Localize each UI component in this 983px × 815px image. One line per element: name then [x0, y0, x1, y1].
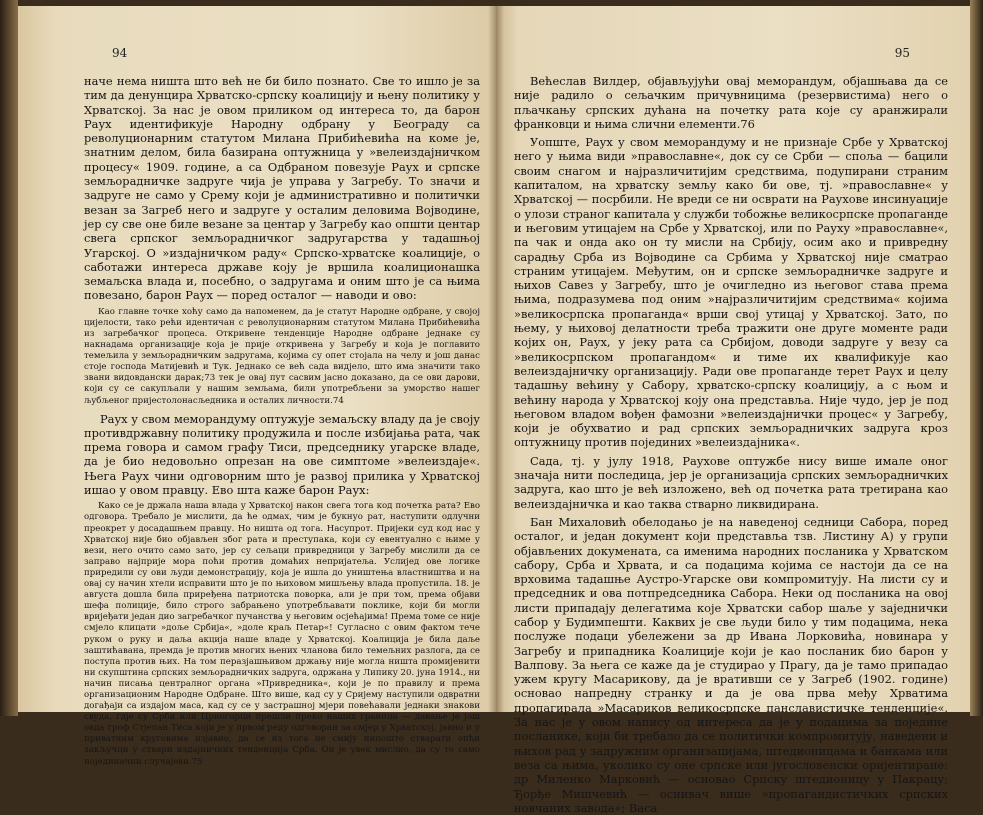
paragraph: Већеслав Вилдер, објављујући овај меморандум, објашњава да се није радило о сељачким причувницима (резервистима) него о пљачкању српских дућана на почетку рата које су аранжирали франковци и њима слични елементи.76 — [514, 74, 948, 131]
page-number-left: 94 — [112, 46, 128, 60]
book-gutter — [488, 0, 504, 716]
paragraph: Бан Михаловић обелодањо је на наведеној седници Сабора, поред осталог, и један документ који представља тзв. Листину А) у групи објављених докумената, са именима народних посланика у Хрватском сабору, Срба и Хрвата, и са подацима којима се настоји да се на врховима тадашње Аустро-Угарске ови компромитују. На листи су и председник и ова потпредседника Сабора. Неки од посланика на овој листи припадају делегатима које Хрватски сабор шаље у заједнички сабор у Будимпешти. Каквих је све људи било у тим подацима, нека послуже подаци убележени за др Ивана Лорковића, новинара у Загребу и припадника Коалиције који је као посланик био барон у Валпову. За њега се каже да је студирао у Прагу, да је тамо припадао ужем кругу Масарикову, да је вративши се у Загреб (1902. године) основао напредну странку и да је ова прва међу Хрватима пропагирала »Масариков великосрпске панславистичке тенденције«. За нас је у овом напису од интереса да је у подацима за поједине посланике, који би требало да се политички компромитују, наведени и њихов рад у задружним организацијама, штедионицама и банкама или веза са њима, уколико су оне српске или југословенски оријентиране: др Миленко Марковић — основао Српску штедионицу у Пакрацу; Ђорђе Мишчевић — оснивач више »пропагандистичких српских новчаних завода«; Васа — [514, 514, 948, 815]
right-page — [496, 6, 970, 815]
block-quote: Као главне точке хоћу само да напоменем, да је статут Народне одбране, у својој цијелости, тако рећи идентичан с револуционарним статутом Милана Прибићевића из загребачког процеса. Откривене тенденције Народне одбране једнаке су накнадама организације која је прије откривена у Загребу и која је поглавито темељила у земљорадничким задругама, којима су опет стојала на челу и још данас стоје господа Матијевић и Тук. Једнако се већ сада видјело, што има значити тако звани видовдански дарак;73 тек је овај пут сасвим јасно доказано, да се ови дарови, који су се сакупљали у нашим земљама, били употребљени за уморство нашег љубљеног пријестолонасљедника и осталих личности.74 — [84, 306, 480, 406]
left-page-body — [84, 74, 480, 768]
book-edge-right — [970, 0, 983, 716]
paragraph: Сада, тј. у јулу 1918, Раухове оптужбе нису више имале оног значаја нити последица, јер је организација српских земљорадничких задруга, као што је већ изложено, већ од почетка рата третирана као велеиздајничка и као таква стварно ликвидирана. — [514, 453, 948, 511]
book-edge-left — [0, 0, 18, 716]
paragraph: наче нема ништа што већ не би било познато. Све то ишло је за тим да денунцира Хрватско-српску коалицију и њену политику у Хрватској. За нас је овом приликом од интереса то, да барон Раух идентификује Народну одбрану у Београду са револуционарним статутом Милана Прибићевића на коме је, знатним делом, била базирана оптужница у »велеиздајничком процесу« 1909. године, а са Одбраном повезује Раух и српске земљорадничке задруге чија је управа у Загребу. То значи и задруге не само у Срему који је административно и политички везан за Загреб него и задруге у осталим деловима Војводине, јер су све оне биле везане за центар у Загребу као општи центар свега српског земљорадничког задругарства у тадашњој Угарској. О »издајничком раду« Српско-хрватске коалиције, о саботажи интереса државе коју је вршила коалиционашка земаљска влада и, посебно, о задругама и оним што је са њима повезано, барон Раух — поред осталог — наводи и ово: — [84, 74, 480, 303]
page-number-right: 95 — [894, 46, 910, 60]
left-page — [18, 6, 496, 767]
block-quote: Како се је држала наша влада у Хрватској након свега тога код почетка рата? Ево одговора. Требало је мислити, да ће одмах, чим је букнуо рат, наступити одлучни преокрет у досадашњем правцу. Но ништа од тога. Насупрот. Пријеки суд код нас у Хрватској није био објављен због рата и преступака, који су евентуално с њиме у вези, него очито само зато, јер су сељаци привредници у Загребу мислили да се заправо најприје мора поћи против домаћих непријатеља. Услијед ове логике приредили су ови људи демонстрацију, која је ишла до уништења властништва и на овај су начин хтели исправити што је по њиховом мишљењу влада пропустила. 18. је августа дошла била приређена патриотска поворка, али је при том, према објави шефа полиције, било строго забрањено употребљавати поклике, који би могли вријеђати један дио загребачког пучанства у његовим осјећајима! Према томе се није смјело клицати »доље Србија«, »доле краљ Петар«! Сугласно с овим фактом тече руком о руку и даља акција наше владе у Хрватској. Коалиција је била даље заштићавана, премда је против многих њених чланова било темељних разлога, да се поступа против њих. На том перазјашњивом држању није могла ништа промијенити ни скупштина српских земљорадничких задруга, одржана у Липику 20. јуна 1914., ни начин писања централног органа »Привредника«, који је по правилу и према организационим Народне Одбране. Што више, кад су у Сријему наступили одвратни догађаји са издајом маса, кад су се у застрашној мјери повећавали једнаки знакови свуда, гдје су Срби или Црногорци прешли преко наших граница — давање је још овда гроф Стјепан Тиса који је у првом реду одговоран за смјер у Хрватској, јавно и у приватним круговима изјавио, да се из тога не смију нипошто стварати опћи закључци у ствари издајничких тенденција Срба. Он је увек мислио, да су то само појединачни случајеви.75 — [84, 501, 480, 767]
paragraph: Уопште, Раух у свом меморандуму и не признаје Србе у Хрватској него у њима види »православне«, док су се Срби — споља — бацили своим снагом и најразличитијим средствима, подупирани страним капиталом, на хрватску земљу како би ове, тј. »православне« у Хрватској — посрбили. Не вреди се ни осврати на Раухове инсинуације о улози страног капитала у служби тобожње великосрпске пропаганде и његовим утицајем на Србе у Хрватској, или по Рауху »православне«, па чак и онда ако он ту мисли на Србију, осим ако и привредну сарадњу Срба из Војводине са Србима у Хрватској није сматрао страним утицајем. Међутим, он и српске земљорадничке задруге и њихов Савез у Загребу, што је очигледно из његовог става према њима, подразумева под оним »најразличитијим средствима« којима »великосрпска пропаганда« врши свој утицај у Хрватској. Зато, по њему, у њиховој делатности треба тражити оне друге моменте ради којих он, Раух, у јеку рата са Србијом, доводи задруге у везу са »великосрпском пропагандом« и тиме их квалификује као велеиздајничку организацију. Ради ове пропаганде терет Раух и целу тадашњу већину у Сабору, хрватско-српску коалицију, а с њом и већину народа у Хрватској коју она представља. Није чудо, јер је под његовом владом вођен фамозни »велеиздајнички процес« у Загребу, који је обухватио и рад српских земљорадничких задруга кроз оптужницу против појединих »велеиздајника«. — [514, 135, 948, 450]
paragraph: Раух у свом меморандуму оптужује земаљску владу да је своју противдржавну политику продужила и после избијања рата, чак према говора и самом графу Тиси, председнику угарске владе, да је био недовољно опрезан на ове симптоме »велеиздаје«. Њега Раух чини одговорним што је развој прилика у Хрватској ишао у овом правцу. Ево шта каже барон Раух: — [84, 411, 480, 498]
right-page-body — [514, 74, 948, 815]
